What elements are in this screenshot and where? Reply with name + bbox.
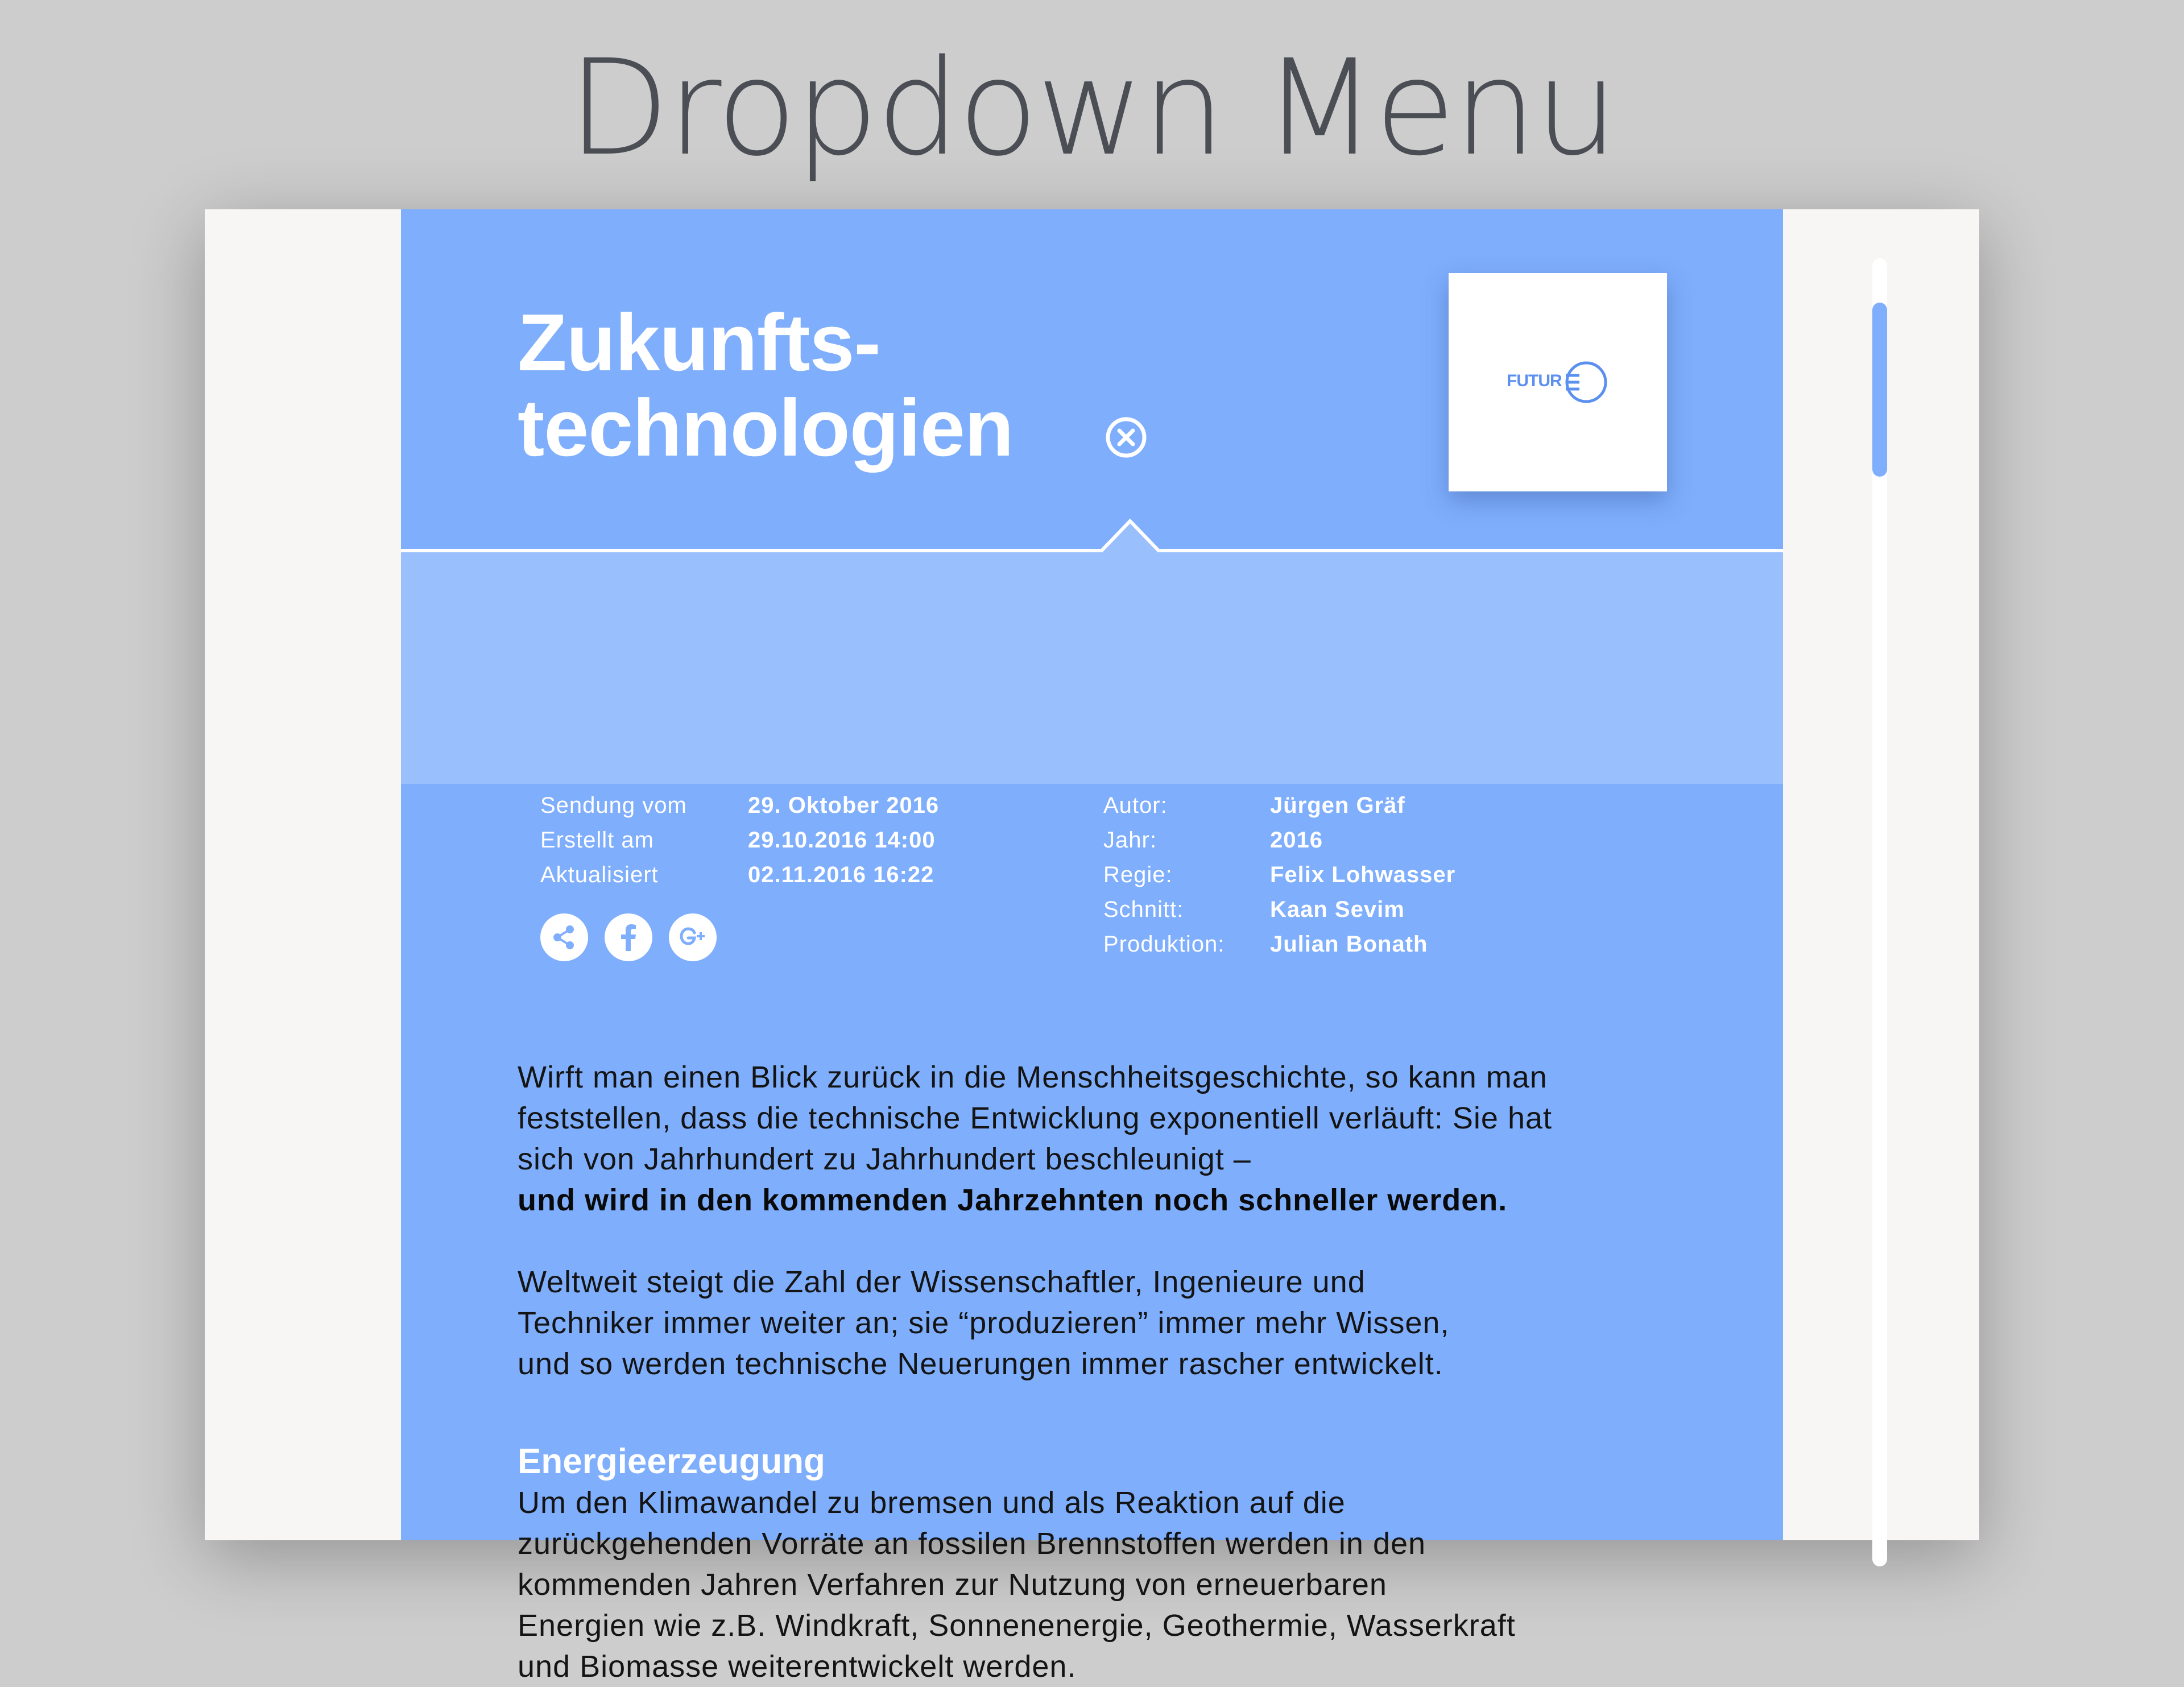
section-heading-energy: Energieerzeugung (518, 1442, 825, 1481)
energy-line-4: Energien wie z.B. Windkraft, Sonnenenergie, Geothermie, Wasserkraft (518, 1609, 1516, 1643)
google-plus-icon (669, 913, 717, 961)
app-window (205, 209, 1979, 1684)
intro-line-3: sich von Jahrhundert zu Jahrhundert beschleunigt – (518, 1142, 1251, 1176)
paragraph-scientists (518, 1262, 1712, 1384)
meta-value-sendung: 29. Oktober 2016 (748, 793, 940, 818)
meta-label-sendung: Sendung vom (540, 793, 687, 818)
meta-label-aktualisiert: Aktualisiert (540, 862, 659, 887)
energy-line-2: zurückgehenden Vorräte an fossilen Brennstoffen werden in den (518, 1527, 1426, 1561)
title-line-2: technologien (518, 383, 1014, 473)
logo-text: FUTUR (1507, 371, 1562, 390)
meta-value-produktion: Julian Bonath (1270, 932, 1428, 957)
facebook-button[interactable] (605, 913, 652, 961)
meta-value-autor: Jürgen Gräf (1270, 793, 1405, 818)
meta-label-erstellt: Erstellt am (540, 828, 654, 853)
article-body (518, 1057, 1712, 1687)
meta-label-jahr: Jahr: (1103, 828, 1157, 853)
article-title (518, 297, 1014, 473)
scrollbar-thumb[interactable] (1872, 303, 1887, 477)
paragraph-intro (518, 1057, 1712, 1221)
meta-value-erstellt: 29.10.2016 14:00 (748, 828, 936, 853)
meta-label-schnitt: Schnitt: (1103, 897, 1184, 922)
close-circle-icon (1105, 416, 1147, 458)
energy-line-5: und Biomasse weiterentwickelt werden. (518, 1649, 1077, 1684)
meta-label-autor: Autor: (1103, 793, 1168, 818)
meta-value-jahr: 2016 (1270, 828, 1323, 853)
intro-line-1: Wirft man einen Blick zurück in die Menschheitsgeschichte, so kann man (518, 1060, 1548, 1094)
scientists-line-2: Techniker immer weiter an; sie “produzieren” immer mehr Wissen, (518, 1306, 1450, 1340)
facebook-icon (605, 913, 652, 961)
title-line-1: Zukunfts- (518, 297, 880, 388)
intro-line-2: feststellen, dass die technische Entwicklung exponentiell verläuft: Sie hat (518, 1101, 1553, 1135)
meta-value-aktualisiert: 02.11.2016 16:22 (748, 862, 934, 887)
google-plus-button[interactable] (669, 913, 717, 961)
article-panel (401, 209, 1783, 1684)
scientists-line-3: und so werden technische Neuerungen immer rascher entwickelt. (518, 1347, 1443, 1381)
energy-line-1: Um den Klimawandel zu bremsen und als Reaktion auf die (518, 1486, 1346, 1520)
energy-line-3: kommenden Jahren Verfahren zur Nutzung von erneuerbaren (518, 1568, 1387, 1602)
share-button[interactable] (540, 913, 588, 961)
meta-label-regie: Regie: (1103, 862, 1173, 887)
meta-value-schnitt: Kaan Sevim (1270, 897, 1405, 922)
logo-card (1449, 273, 1667, 491)
share-icon (540, 913, 588, 961)
paragraph-energy (518, 1482, 1712, 1687)
meta-value-regie: Felix Lohwasser (1270, 862, 1456, 887)
meta-label-produktion: Produktion: (1103, 932, 1225, 957)
scientists-line-1: Weltweit steigt die Zahl der Wissenschaftler, Ingenieure und (518, 1265, 1366, 1299)
intro-bold-line: und wird in den kommenden Jahrzehnten noch schneller werden. (518, 1183, 1508, 1217)
close-dropdown-button[interactable] (1105, 416, 1147, 458)
future-logo-icon (1566, 362, 1611, 407)
page-heading: Dropdown Menu (568, 31, 1616, 185)
